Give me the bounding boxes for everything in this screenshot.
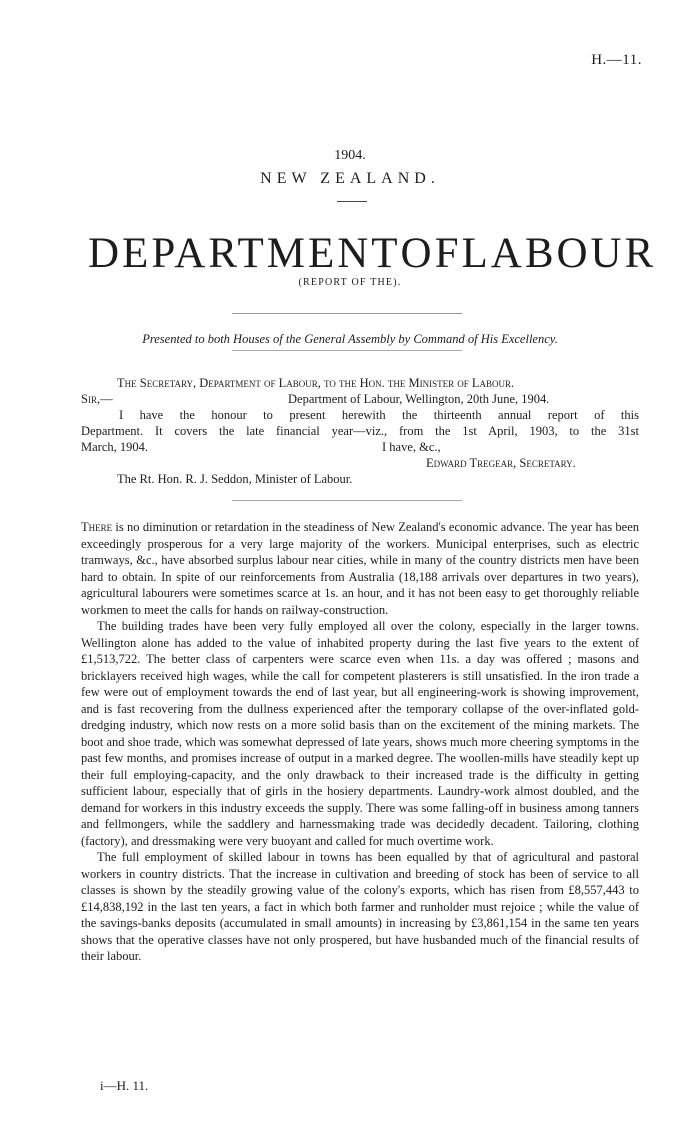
divider-rule — [232, 313, 462, 314]
divider-rule — [232, 500, 462, 501]
report-paragraph: The full employment of skilled labour in towns has been equalled by that of agricultural and pastoral workers in country districts. That the increase in cultivation and breeding of stock has been of service to all classes is shown by the steadily growing value of the colony's exports, which has risen from £8,557,443 to £14,838,192 in the last ten years, a fact in which both farmer and runholder must rejoice ; while the value of the savings-banks deposits (accumulated in small amounts) in increasing by £3,861,154 in the same ten years shows that the operative classes have not only prospered, but have husbanded much of the financial results of their labour. — [81, 850, 639, 963]
divider-rule — [232, 350, 462, 351]
title-word-labour: LABOUR — [461, 230, 657, 277]
page-reference: H.—11. — [591, 52, 642, 68]
report-paragraph — [81, 519, 639, 618]
report-body — [81, 519, 639, 965]
presented-line: Presented to both Houses of the General Assembly by Command of His Excellency. — [142, 332, 558, 346]
short-rule — [337, 201, 367, 202]
country-heading: NEW ZEALAND. — [260, 170, 440, 187]
title-word-department: DEPARTMENT — [88, 230, 401, 277]
report-year: 1904. — [334, 148, 366, 163]
report-title — [88, 230, 657, 277]
title-word-of: OF — [400, 230, 462, 277]
letter-dateline: Department of Labour, Wellington, 20th June, 1904. — [288, 392, 550, 406]
report-paragraph-text: There is no diminution or retardation in the steadiness of New Zealand's economic advance. The year has been exceedingly prosperous for a very large majority of the workers. Municipal enterprises, such as electric tramways, &c., have absorbed surplus labour near cities, while in many of the country districts men have been hard to obtain. In spite of our reinforcements from Australia (18,188 arrivals over departures in two years), agricultural labourers were sometimes scarce at 1s. an hour, and it has not been easy to get thoroughly reliable workmen to meet the calls for hands on railway-construction. — [81, 520, 639, 617]
letter-body-line: I have the honour to present herewith the thirteenth annual report of this — [119, 408, 639, 422]
letter-closing: I have, &c., — [382, 440, 441, 454]
letter-body-line: March, 1904. — [81, 440, 148, 454]
report-paragraph: The building trades have been very fully employed all over the colony, especially in the larger towns. Wellington alone has added to the value of inhabited property during the last five years to the extent of £1,513,722. The better class of carpenters were scarce even when 11s. a day was offered ; masons and bricklayers received high wages, while the call for competent plasterers is still unsatisfied. In the iron trade a few were out of employment towards the end of last year, but all engineering-work is showing improvement, and is fast recovering from the dullness experienced after the temporary collapse of the over-inflated gold-dredging industry, which now rests on a more solid basis than on the excitement of the mining markets. The boot and shoe trade, which was somewhat depressed of late years, shows much more cheering symptoms in the past few months, and promises increase of output in a marked degree. The woollen-mills have steadily kept up their full employing-capacity, and the only drawback to their increased trade is the difficulty in getting sufficient labour, especially that of girls in the hosiery departments. Laundry-work almost doubled, and the demand for workers in this industry exceeds the supply. There was some falling-off in business among tanners and fellmongers, while the saddlery and harnessmaking trade was decidedly decadent. Tailoring, clothing (factory), and dressmaking were very buoyant and called for much overtime work. — [81, 619, 639, 848]
letter-addressee: The Rt. Hon. R. J. Seddon, Minister of Labour. — [117, 472, 353, 486]
letter-address-line: The Secretary, Department of Labour, to the Hon. the Minister of Labour. — [117, 376, 515, 390]
letter-body-line: Department. It covers the late financial year—viz., from the 1st April, 1903, to the 31st — [81, 424, 639, 438]
signature-mark: i—H. 11. — [100, 1078, 149, 1093]
letter-salutation: Sir,— — [81, 392, 113, 406]
letter-signature: Edward Tregear, Secretary. — [426, 456, 576, 470]
report-subtitle: (REPORT OF THE). — [298, 277, 402, 288]
